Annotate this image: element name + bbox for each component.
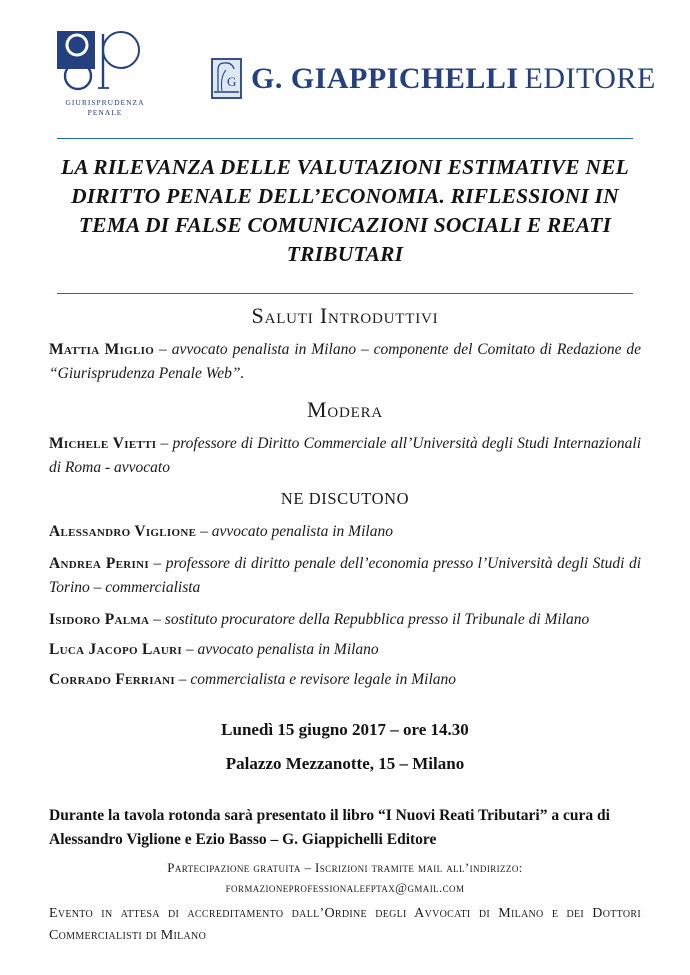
section-heading-discutono: NE DISCUTONO (280, 489, 410, 508)
top-divider (57, 138, 633, 139)
event-venue: Palazzo Mezzanotte, 15 – Milano (225, 754, 465, 773)
speaker-description: – professore di Diritto Commerciale all’Università degli Studi Internazionali di Roma - avvocato (49, 435, 641, 476)
gp-caption-line1: GIURISPRUDENZA (65, 98, 145, 107)
event-title: LA RILEVANZA DELLE VALUTAZIONI ESTIMATIVE NEL DIRITTO PENALE DELL’ECONOMIA. RIFLESSIONI IN TEMA DI FALSE COMUNICAZIONI SOCIALI E REATI TRIBUTARI (61, 155, 629, 266)
speaker-description: – avvocato penalista in Milano (185, 641, 379, 658)
speaker-name: Mattia Miglio (49, 341, 155, 358)
speaker-name: Michele Vietti (49, 435, 157, 452)
speaker-entry-ferriani (49, 668, 641, 692)
registration-email: formazioneprofessionalefptax@gmail.com (225, 880, 465, 895)
accreditation-note: Evento in attesa di accreditamento dall’Ordine degli Avvocati di Milano e dei Dottori Commercialisti di Milano (49, 906, 641, 943)
speaker-entry-miglio (49, 338, 641, 386)
speaker-entry-vietti (49, 432, 641, 480)
speaker-description: – commercialista e revisore legale in Milano (178, 671, 456, 688)
speaker-name: Luca Jacopo Lauri (49, 641, 182, 658)
header (49, 28, 656, 117)
gp-caption-line2: PENALE (87, 108, 123, 117)
publisher-name-regular: EDITORE (524, 61, 656, 95)
title-divider (57, 293, 633, 294)
svg-text:G: G (227, 74, 237, 89)
gp-monogram-icon (55, 30, 155, 92)
section-heading-modera: Modera (306, 397, 384, 422)
speaker-name: Alessandro Viglione (49, 523, 197, 540)
speaker-entry-viglione (49, 520, 641, 544)
participation-note: Partecipazione gratuita – Iscrizioni tramite mail all’indirizzo: (167, 860, 523, 875)
publisher-emblem-icon (211, 58, 242, 99)
speaker-description: – avvocato penalista in Milano (200, 523, 393, 540)
speaker-entry-perini (49, 552, 641, 600)
section-heading-saluti: Saluti Introduttivi (251, 303, 439, 328)
speaker-name: Isidoro Palma (49, 611, 150, 628)
event-datetime: Lunedì 15 giugno 2017 – ore 14.30 (221, 720, 469, 739)
book-announcement: Durante la tavola rotonda sarà presentato il libro “I Nuovi Reati Tributari” a cura di Alessandro Viglione e Ezio Basso – G. Giappichelli Editore (49, 807, 610, 848)
speaker-name: Corrado Ferriani (49, 671, 175, 688)
speaker-description: – sostituto procuratore della Repubblica presso il Tribunale di Milano (153, 611, 590, 628)
speaker-name: Andrea Perini (49, 555, 149, 572)
speaker-description: – avvocato penalista in Milano – componente del Comitato di Redazione de “Giurisprudenza Penale Web”. (49, 341, 642, 382)
publisher-logo (211, 58, 656, 99)
speaker-description: – professore di diritto penale dell’economia presso l’Università degli Studi di Torino – commercialista (49, 555, 641, 596)
publisher-name-bold: G. GIAPPICHELLI (251, 61, 519, 95)
giurisprudenza-penale-logo (55, 30, 155, 117)
speaker-entry-lauri (49, 638, 641, 662)
speaker-entry-palma (49, 608, 641, 632)
publisher-name (251, 62, 656, 96)
